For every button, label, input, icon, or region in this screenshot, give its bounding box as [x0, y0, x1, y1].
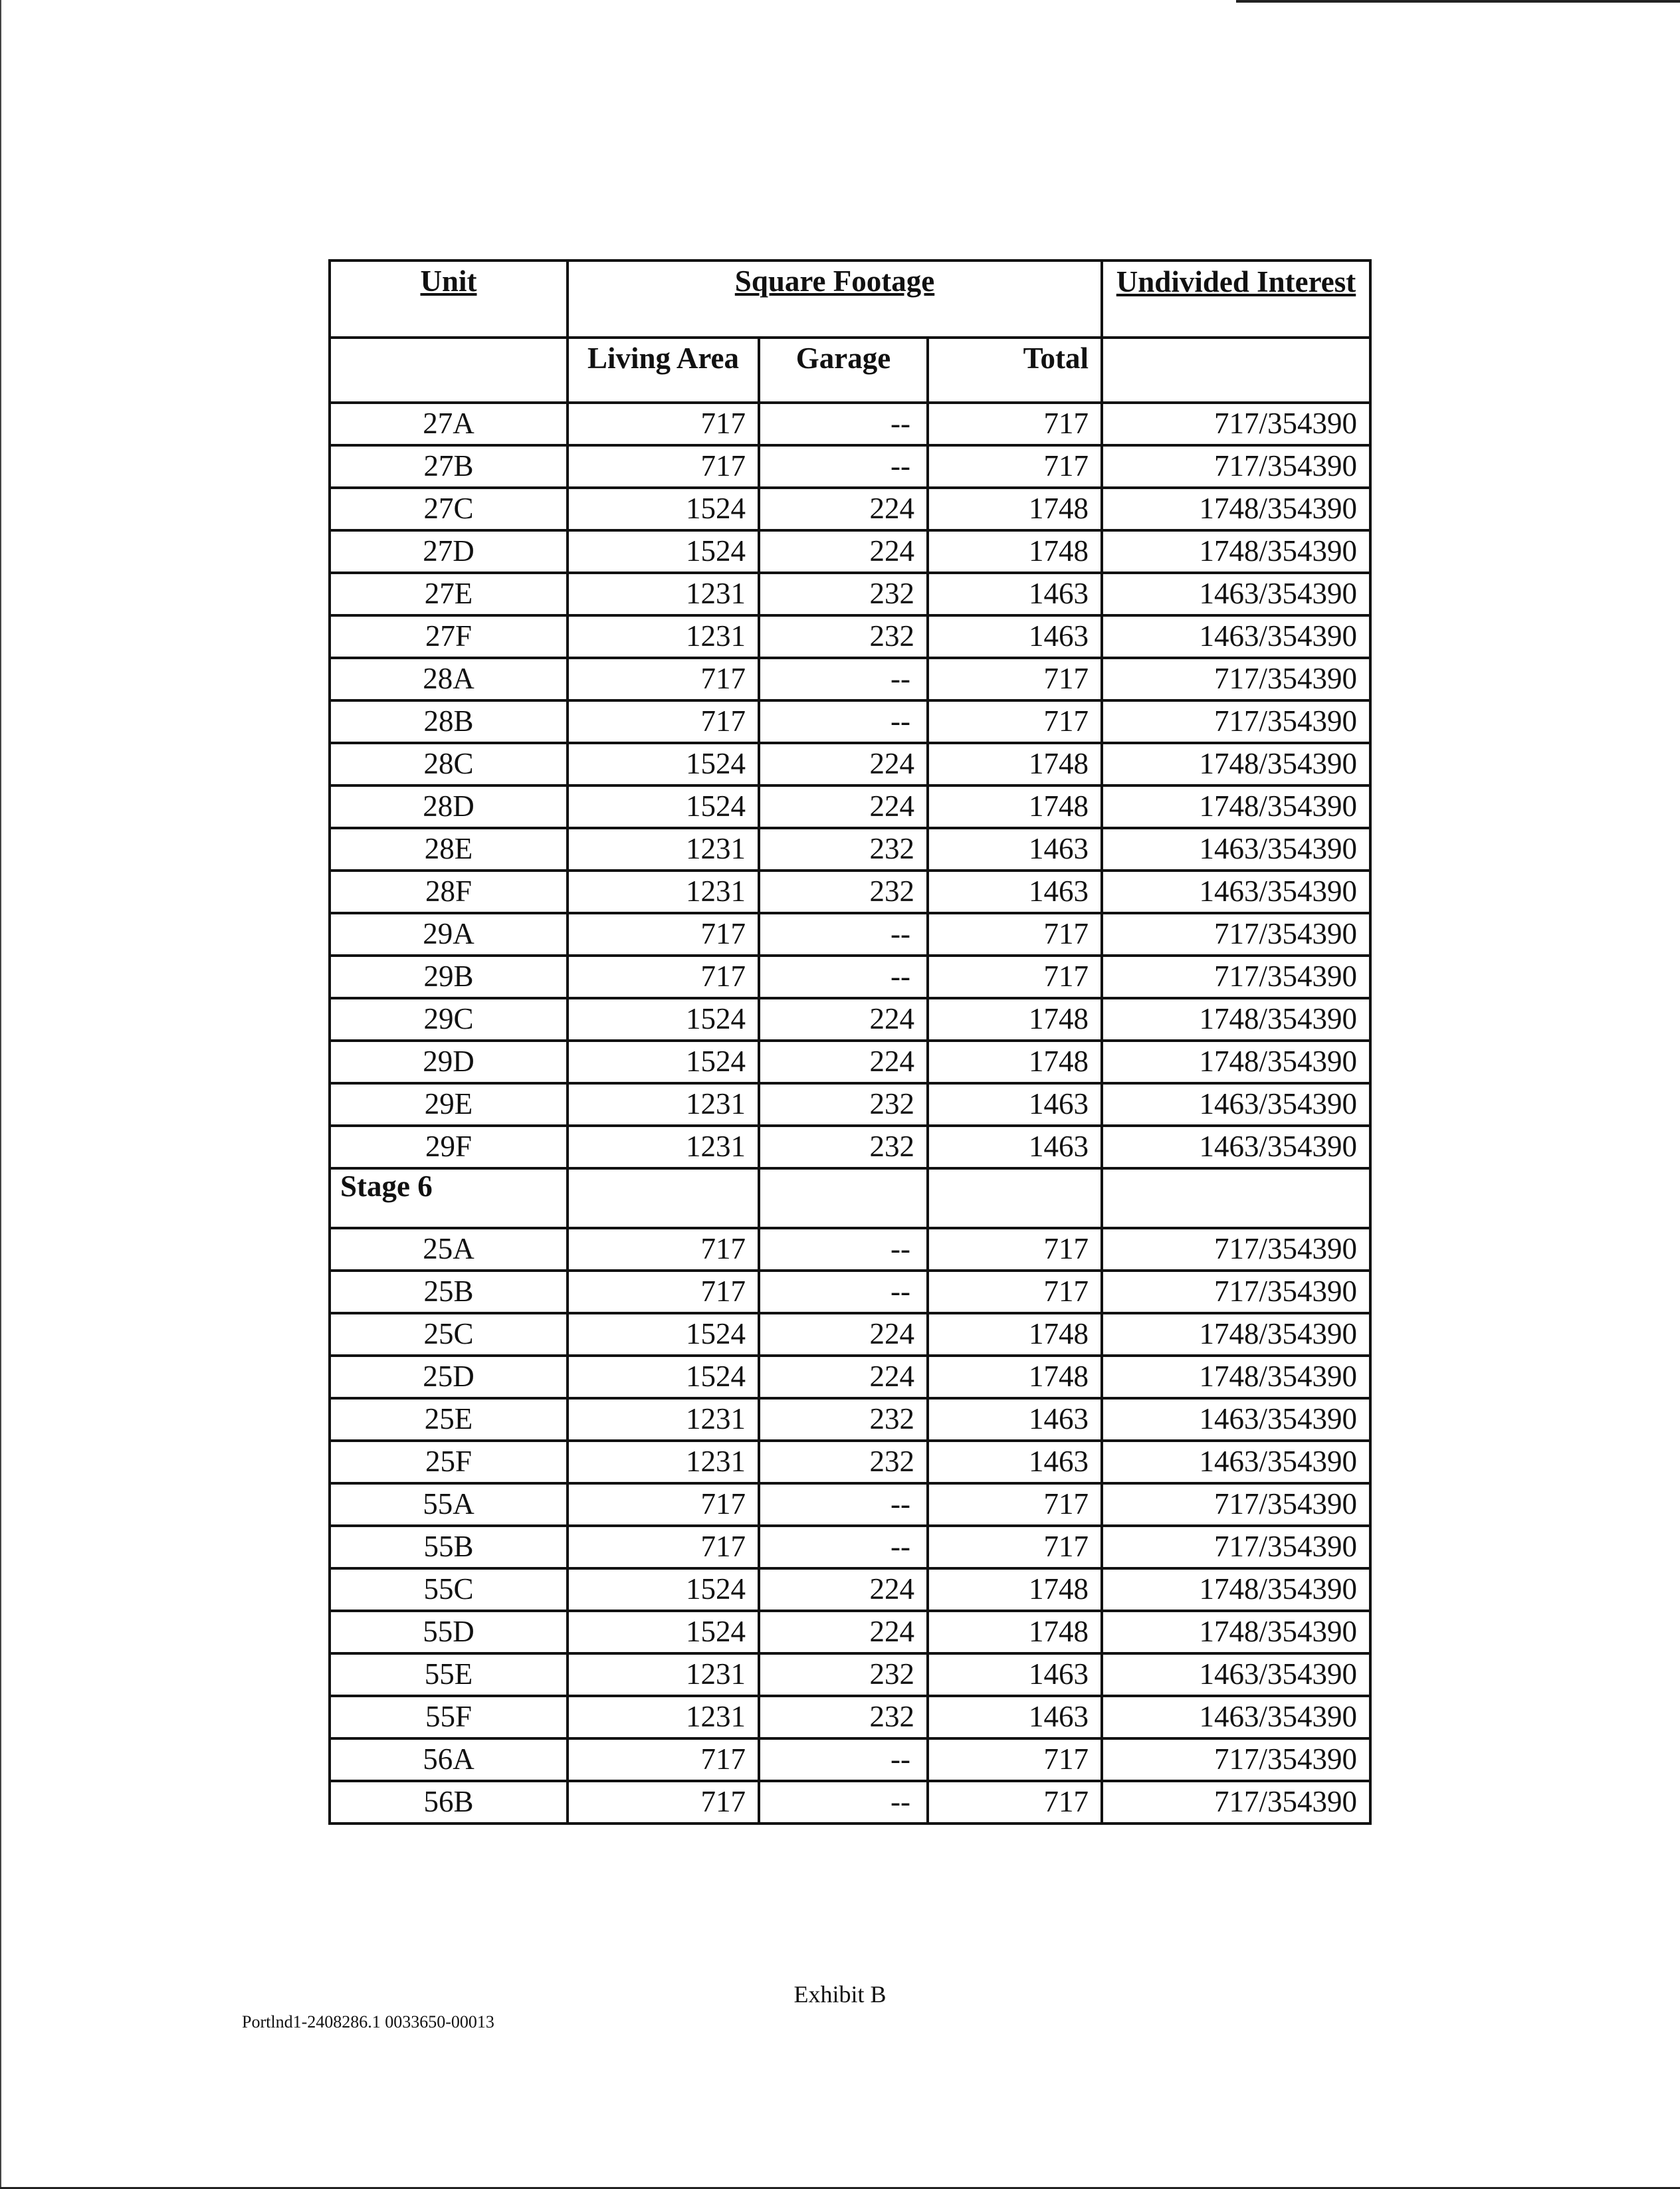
undivided-interest-cell: 1748/354390 [1102, 1356, 1370, 1398]
unit-cell: 25B [330, 1271, 568, 1313]
table-row [330, 1781, 1370, 1824]
total-cell: 1748 [928, 998, 1102, 1041]
garage-header: Garage [759, 338, 928, 403]
undivided-interest-cell: 1748/354390 [1102, 1568, 1370, 1611]
unit-cell: 27F [330, 615, 568, 658]
garage-cell: 224 [759, 998, 928, 1041]
square-footage-table-container [328, 259, 1372, 1825]
garage-cell: -- [759, 1228, 928, 1271]
total-cell: 1463 [928, 1083, 1102, 1126]
stage-empty-cell [1102, 1168, 1370, 1228]
living-area-cell: 1524 [568, 743, 759, 785]
unit-cell: 29F [330, 1126, 568, 1168]
table-row [330, 488, 1370, 530]
table-body-group-2 [330, 1228, 1370, 1824]
table-row [330, 445, 1370, 488]
living-area-cell: 717 [568, 1526, 759, 1568]
undivided-interest-cell: 717/354390 [1102, 956, 1370, 998]
unit-cell: 56A [330, 1738, 568, 1781]
living-area-cell: 717 [568, 956, 759, 998]
total-cell: 717 [928, 445, 1102, 488]
garage-cell: -- [759, 658, 928, 700]
table-row [330, 1083, 1370, 1126]
table-row [330, 956, 1370, 998]
unit-cell: 29D [330, 1041, 568, 1083]
total-cell: 1748 [928, 1041, 1102, 1083]
table-row [330, 785, 1370, 828]
garage-cell: -- [759, 1738, 928, 1781]
table-row [330, 998, 1370, 1041]
total-cell: 1463 [928, 1696, 1102, 1738]
undivided-interest-cell: 717/354390 [1102, 1228, 1370, 1271]
living-area-cell: 1231 [568, 1126, 759, 1168]
living-area-cell: 1524 [568, 488, 759, 530]
table-row [330, 743, 1370, 785]
undivided-interest-cell: 717/354390 [1102, 1271, 1370, 1313]
undivided-interest-cell: 1463/354390 [1102, 871, 1370, 913]
unit-cell: 29C [330, 998, 568, 1041]
garage-cell: 224 [759, 1568, 928, 1611]
unit-cell: 25A [330, 1228, 568, 1271]
total-cell: 717 [928, 1738, 1102, 1781]
stage-empty-cell [928, 1168, 1102, 1228]
undivided-interest-cell: 1748/354390 [1102, 1041, 1370, 1083]
living-area-cell: 1231 [568, 1398, 759, 1441]
total-cell: 1748 [928, 1568, 1102, 1611]
undivided-interest-cell: 1463/354390 [1102, 828, 1370, 871]
living-area-cell: 1231 [568, 828, 759, 871]
table-row [330, 1398, 1370, 1441]
unit-cell: 29E [330, 1083, 568, 1126]
undivided-interest-cell: 1748/354390 [1102, 743, 1370, 785]
table-row [330, 700, 1370, 743]
undivided-interest-cell: 1748/354390 [1102, 1611, 1370, 1653]
undivided-interest-cell: 717/354390 [1102, 658, 1370, 700]
header-row-primary [330, 261, 1370, 338]
total-cell: 717 [928, 956, 1102, 998]
table-row [330, 871, 1370, 913]
total-cell: 717 [928, 1228, 1102, 1271]
square-footage-table [328, 259, 1372, 1825]
unit-cell: 27C [330, 488, 568, 530]
living-area-cell: 717 [568, 1738, 759, 1781]
table-row [330, 1568, 1370, 1611]
table-row [330, 1228, 1370, 1271]
unit-cell: 29A [330, 913, 568, 956]
table-row [330, 615, 1370, 658]
table-row [330, 658, 1370, 700]
total-cell: 1463 [928, 615, 1102, 658]
table-row [330, 1483, 1370, 1526]
unit-cell: 28D [330, 785, 568, 828]
undivided-interest-cell: 1463/354390 [1102, 1696, 1370, 1738]
unit-cell: 27E [330, 573, 568, 615]
undivided-interest-cell: 1463/354390 [1102, 1441, 1370, 1483]
total-cell: 1748 [928, 1313, 1102, 1356]
table-row [330, 530, 1370, 573]
unit-cell: 28B [330, 700, 568, 743]
living-area-cell: 1231 [568, 615, 759, 658]
total-cell: 717 [928, 1526, 1102, 1568]
unit-cell: 27A [330, 403, 568, 445]
document-id: Portlnd1-2408286.1 0033650-00013 [242, 2012, 494, 2032]
undivided-interest-cell: 1463/354390 [1102, 1398, 1370, 1441]
scan-edge-left [0, 0, 1, 2189]
undivided-interest-cell: 717/354390 [1102, 1526, 1370, 1568]
unit-cell: 25E [330, 1398, 568, 1441]
unit-cell: 27B [330, 445, 568, 488]
unit-cell: 29B [330, 956, 568, 998]
undivided-interest-cell: 1748/354390 [1102, 1313, 1370, 1356]
table-row [330, 403, 1370, 445]
total-cell: 1748 [928, 1356, 1102, 1398]
living-area-cell: 1231 [568, 573, 759, 615]
unit-cell: 28E [330, 828, 568, 871]
living-area-cell: 1524 [568, 1568, 759, 1611]
unit-cell: 55A [330, 1483, 568, 1526]
unit-cell: 25C [330, 1313, 568, 1356]
undivided-interest-cell: 717/354390 [1102, 1781, 1370, 1824]
table-row [330, 828, 1370, 871]
total-cell: 717 [928, 1271, 1102, 1313]
unit-cell: 56B [330, 1781, 568, 1824]
stage-section [330, 1168, 1370, 1228]
table-row [330, 1441, 1370, 1483]
unit-cell: 28C [330, 743, 568, 785]
unit-header: Unit [330, 261, 568, 338]
undivided-interest-header: Undivided Interest [1102, 261, 1370, 338]
unit-cell: 55E [330, 1653, 568, 1696]
unit-cell: 28A [330, 658, 568, 700]
unit-cell: 55B [330, 1526, 568, 1568]
garage-cell: -- [759, 1526, 928, 1568]
undivided-interest-cell: 717/354390 [1102, 403, 1370, 445]
table-row [330, 573, 1370, 615]
garage-cell: 224 [759, 1041, 928, 1083]
undivided-interest-cell: 1748/354390 [1102, 488, 1370, 530]
table-row [330, 1611, 1370, 1653]
total-cell: 717 [928, 1483, 1102, 1526]
living-area-cell: 717 [568, 913, 759, 956]
exhibit-label: Exhibit B [793, 1981, 887, 2008]
undivided-interest-cell: 1748/354390 [1102, 998, 1370, 1041]
garage-cell: 232 [759, 828, 928, 871]
living-area-cell: 1524 [568, 1356, 759, 1398]
unit-cell: 55C [330, 1568, 568, 1611]
table-row [330, 1041, 1370, 1083]
total-cell: 1748 [928, 530, 1102, 573]
living-area-cell: 1524 [568, 785, 759, 828]
living-area-cell: 1524 [568, 1611, 759, 1653]
unit-cell: 25D [330, 1356, 568, 1398]
total-cell: 1748 [928, 743, 1102, 785]
living-area-cell: 717 [568, 1781, 759, 1824]
total-cell: 717 [928, 700, 1102, 743]
living-area-cell: 1231 [568, 1441, 759, 1483]
living-area-cell: 717 [568, 1228, 759, 1271]
living-area-cell: 1231 [568, 1083, 759, 1126]
garage-cell: 224 [759, 530, 928, 573]
living-area-cell: 717 [568, 1483, 759, 1526]
unit-cell: 55F [330, 1696, 568, 1738]
garage-cell: 232 [759, 1696, 928, 1738]
living-area-cell: 1524 [568, 1041, 759, 1083]
unit-cell: 27D [330, 530, 568, 573]
undivided-interest-cell: 1463/354390 [1102, 1083, 1370, 1126]
table-row [330, 1653, 1370, 1696]
stage-row [330, 1168, 1370, 1228]
garage-cell: -- [759, 1483, 928, 1526]
total-cell: 1463 [928, 1441, 1102, 1483]
unit-subheader-empty [330, 338, 568, 403]
total-cell: 1463 [928, 573, 1102, 615]
total-cell: 1748 [928, 785, 1102, 828]
undivided-interest-cell: 717/354390 [1102, 445, 1370, 488]
total-cell: 1463 [928, 1398, 1102, 1441]
garage-cell: -- [759, 956, 928, 998]
garage-cell: 224 [759, 785, 928, 828]
garage-cell: -- [759, 445, 928, 488]
garage-cell: 232 [759, 615, 928, 658]
garage-cell: 224 [759, 488, 928, 530]
garage-cell: 232 [759, 1441, 928, 1483]
garage-cell: 224 [759, 1611, 928, 1653]
total-header: Total [928, 338, 1102, 403]
garage-cell: 232 [759, 1398, 928, 1441]
living-area-cell: 717 [568, 403, 759, 445]
living-area-cell: 1231 [568, 871, 759, 913]
living-area-cell: 717 [568, 658, 759, 700]
total-cell: 1463 [928, 1126, 1102, 1168]
total-cell: 1748 [928, 488, 1102, 530]
living-area-header: Living Area [568, 338, 759, 403]
garage-cell: -- [759, 1781, 928, 1824]
living-area-cell: 717 [568, 700, 759, 743]
table-row [330, 913, 1370, 956]
garage-cell: 232 [759, 573, 928, 615]
table-row [330, 1526, 1370, 1568]
table-row [330, 1356, 1370, 1398]
undivided-interest-cell: 1463/354390 [1102, 615, 1370, 658]
living-area-cell: 1524 [568, 998, 759, 1041]
garage-cell: -- [759, 700, 928, 743]
undivided-interest-cell: 1463/354390 [1102, 573, 1370, 615]
garage-cell: 232 [759, 1083, 928, 1126]
table-row [330, 1696, 1370, 1738]
garage-cell: 224 [759, 1313, 928, 1356]
header-row-secondary [330, 338, 1370, 403]
interest-subheader-empty [1102, 338, 1370, 403]
scan-edge-top [1236, 0, 1680, 3]
stage-label: Stage 6 [330, 1168, 568, 1228]
living-area-cell: 717 [568, 445, 759, 488]
undivided-interest-cell: 717/354390 [1102, 913, 1370, 956]
table-row [330, 1313, 1370, 1356]
garage-cell: -- [759, 403, 928, 445]
living-area-cell: 1231 [568, 1653, 759, 1696]
total-cell: 1463 [928, 871, 1102, 913]
total-cell: 717 [928, 658, 1102, 700]
garage-cell: 232 [759, 871, 928, 913]
total-cell: 1463 [928, 828, 1102, 871]
unit-cell: 25F [330, 1441, 568, 1483]
undivided-interest-cell: 1463/354390 [1102, 1653, 1370, 1696]
undivided-interest-cell: 717/354390 [1102, 1738, 1370, 1781]
garage-cell: 224 [759, 1356, 928, 1398]
total-cell: 1748 [928, 1611, 1102, 1653]
garage-cell: 232 [759, 1126, 928, 1168]
total-cell: 1463 [928, 1653, 1102, 1696]
table-body-group-1 [330, 403, 1370, 1168]
living-area-cell: 717 [568, 1271, 759, 1313]
table-row [330, 1738, 1370, 1781]
undivided-interest-cell: 717/354390 [1102, 700, 1370, 743]
undivided-interest-cell: 1463/354390 [1102, 1126, 1370, 1168]
table-row [330, 1126, 1370, 1168]
undivided-interest-cell: 717/354390 [1102, 1483, 1370, 1526]
garage-cell: -- [759, 1271, 928, 1313]
living-area-cell: 1231 [568, 1696, 759, 1738]
undivided-interest-cell: 1748/354390 [1102, 530, 1370, 573]
total-cell: 717 [928, 1781, 1102, 1824]
total-cell: 717 [928, 913, 1102, 956]
living-area-cell: 1524 [568, 1313, 759, 1356]
garage-cell: 224 [759, 743, 928, 785]
garage-cell: 232 [759, 1653, 928, 1696]
stage-empty-cell [568, 1168, 759, 1228]
table-row [330, 1271, 1370, 1313]
total-cell: 717 [928, 403, 1102, 445]
stage-empty-cell [759, 1168, 928, 1228]
garage-cell: -- [759, 913, 928, 956]
square-footage-header: Square Footage [568, 261, 1102, 338]
undivided-interest-cell: 1748/354390 [1102, 785, 1370, 828]
unit-cell: 28F [330, 871, 568, 913]
living-area-cell: 1524 [568, 530, 759, 573]
unit-cell: 55D [330, 1611, 568, 1653]
